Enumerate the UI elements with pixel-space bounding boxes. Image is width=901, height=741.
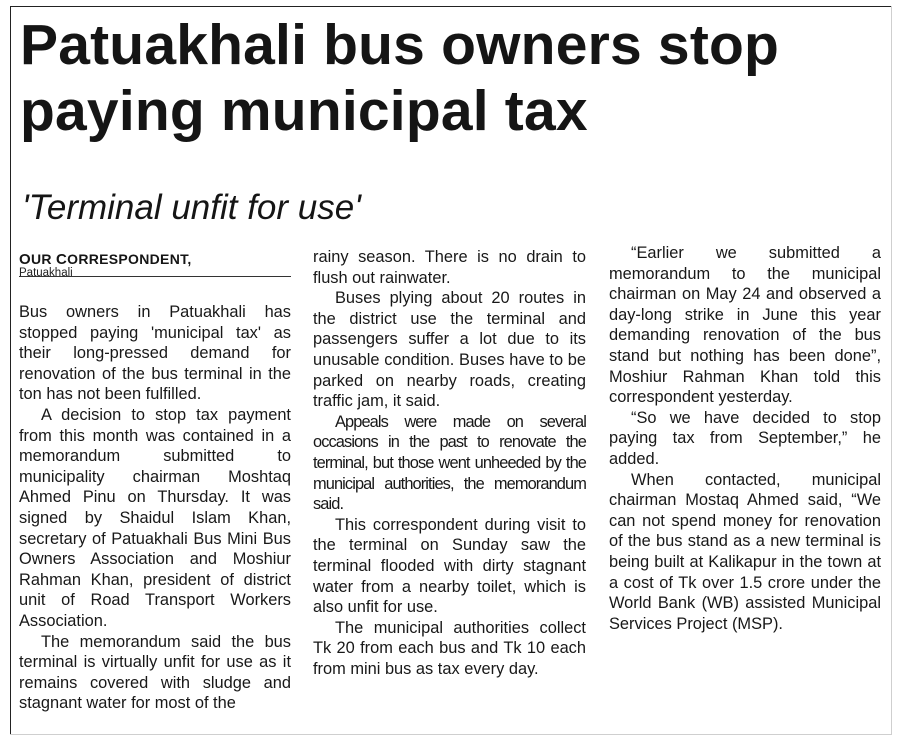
headline — [20, 12, 890, 144]
subheadline: 'Terminal unfit for use' — [22, 188, 361, 227]
article-paragraph-3: The memorandum said the bus terminal is virtually unfit for use as it remains covered with sludge and stagnant water for most of the — [19, 632, 291, 713]
byline-part-2: ORRESPONDENT, — [67, 251, 192, 267]
article-paragraph-1: Bus owners in Patuakhali has stopped paying 'municipal tax' as their long-pressed demand for renovation of the bus terminal in the ton has not been fulfilled. — [19, 303, 291, 404]
article-paragraph-10: When contacted, municipal chairman Mostaq Ahmed said, “We can not spend money for renovation of the bus stand as a new terminal is being built at Kalikapur in the town at a cost of Tk over 1.5 crore under the World Bank (WB) assisted Municipal Services Project (MSP). — [609, 470, 881, 633]
article-paragraph-9: “So we have decided to stop paying tax from September,” he added. — [609, 408, 881, 468]
headline-line-2: paying municipal tax — [20, 79, 588, 143]
top-border-rule — [10, 6, 892, 7]
article-paragraph-3-continued: rainy season. There is no drain to flush out rainwater. — [313, 248, 586, 287]
byline-part-1: UR — [30, 251, 56, 267]
article-paragraph-2: A decision to stop tax payment from this month was contained in a memorandum submitted to municipality chairman Moshtaq Ahmed Pinu on Thursday. It was signed by Shaidul Islam Khan, secretary of Patuakhali Bus Mini Bus Owners Association and Moshiur Rahman Khan, president of district unit of Road Transport Workers Association. — [19, 405, 291, 630]
bottom-border-rule — [10, 734, 892, 735]
article-paragraph-5: Appeals were made on several occasions in the past to renovate the terminal, but those went unheeded by the municipal authorities, the memorandum said. — [313, 412, 586, 514]
article-column-1 — [19, 302, 291, 714]
headline-line-1: Patuakhali bus owners stop — [20, 13, 780, 77]
article-column-3 — [609, 243, 881, 634]
byline-letter-2: C — [55, 251, 68, 268]
right-border-rule — [891, 6, 892, 734]
byline-dateline: Patuakhali — [19, 267, 73, 279]
left-border-rule — [10, 6, 11, 734]
article-paragraph-4: Buses plying about 20 routes in the district use the terminal and passengers suffer a lot due to its unusable condition. Buses have to be parked on nearby roads, creating traffic jam, it said. — [313, 289, 586, 411]
article-paragraph-6: This correspondent during visit to the terminal on Sunday saw the terminal flooded with dirty stagnant water from a nearby toilet, which is also unfit for use. — [313, 515, 586, 617]
article-paragraph-8: “Earlier we submitted a memorandum to the municipal chairman on May 24 and observed a day-long strike in June this year demanding renovation of the bus stand but nothing has been done”, Moshiur Rahman Khan told this correspondent yesterday. — [609, 244, 881, 407]
byline-letter-1: O — [19, 251, 31, 268]
byline-author — [19, 251, 192, 268]
article-column-2 — [313, 247, 586, 679]
article-paragraph-7: The municipal authorities collect Tk 20 from each bus and Tk 10 each from mini bus as tax every day. — [313, 618, 586, 678]
byline-divider — [19, 276, 291, 277]
